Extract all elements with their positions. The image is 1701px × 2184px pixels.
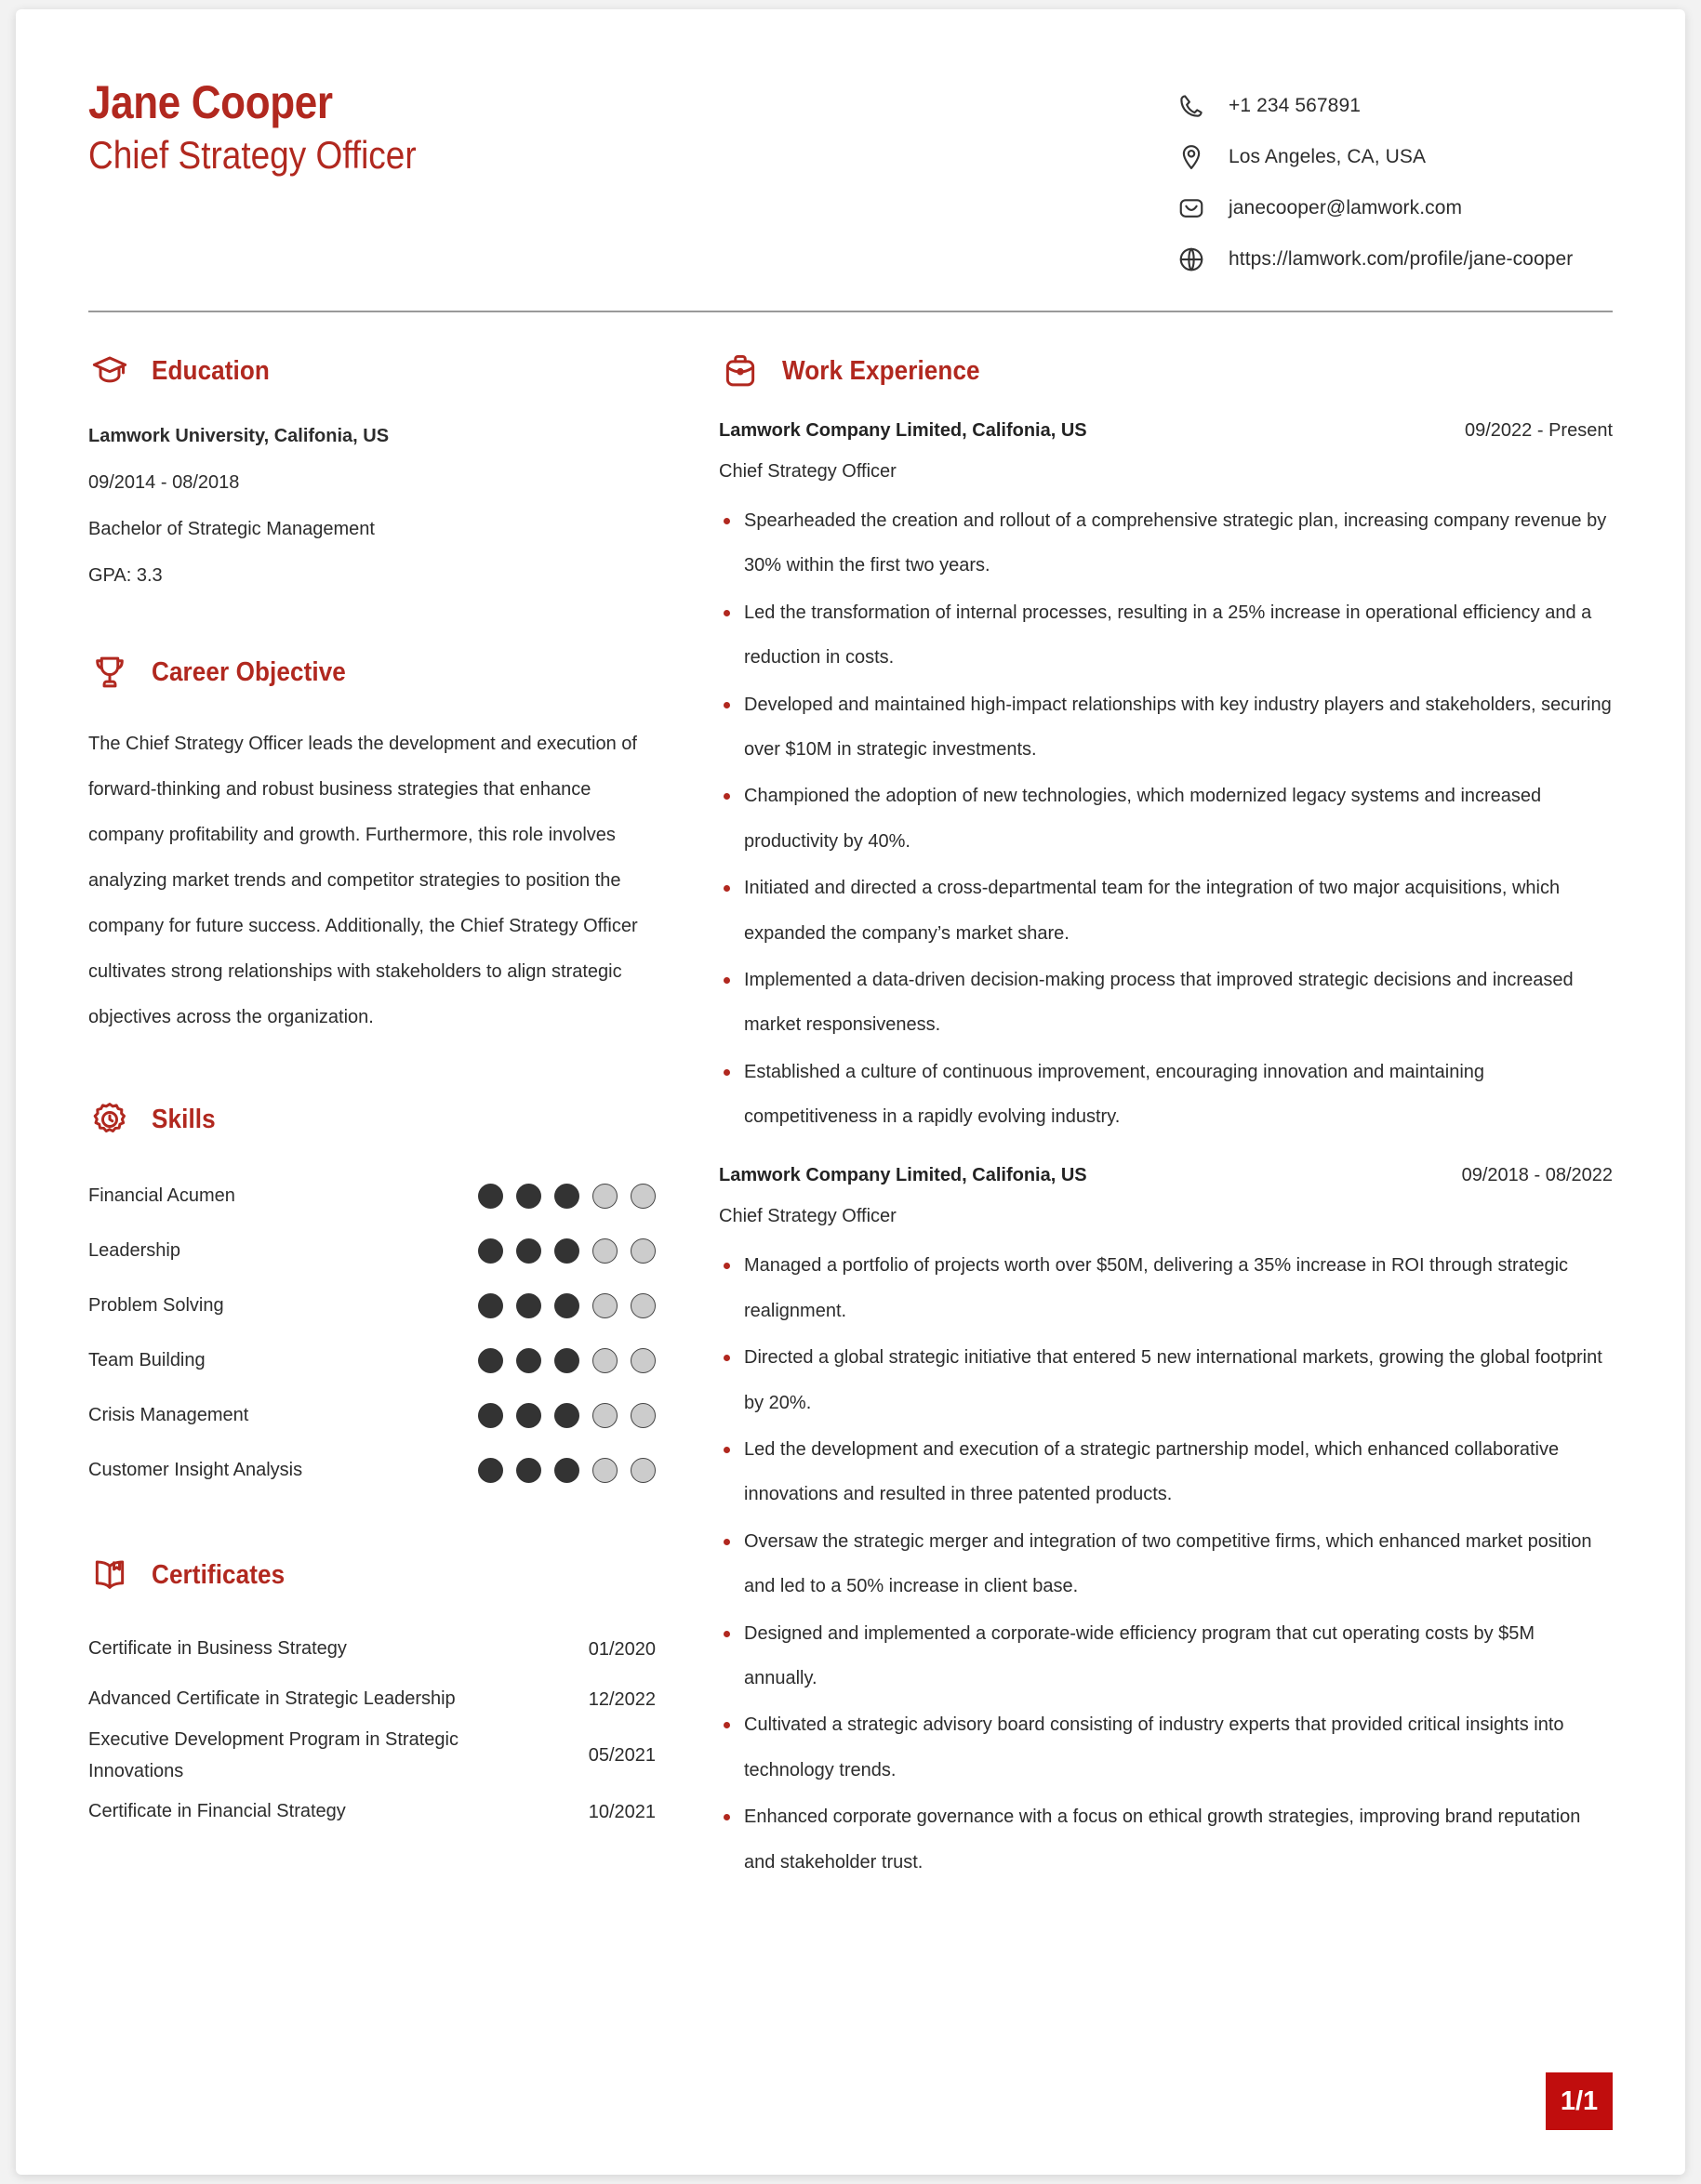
career-objective-header <box>88 651 656 694</box>
section-work-experience <box>719 350 1613 1885</box>
skill-row <box>88 1443 656 1498</box>
rating-dot <box>478 1238 503 1264</box>
location-icon <box>1176 141 1207 173</box>
section-certificates <box>88 1554 656 1837</box>
certificate-row <box>88 1674 656 1725</box>
skills-title: Skills <box>152 1104 216 1134</box>
skill-name: Financial Acumen <box>88 1185 235 1206</box>
certificate-date: 12/2022 <box>588 1688 656 1710</box>
rating-dot <box>631 1184 656 1209</box>
job-role: Chief Strategy Officer <box>719 1206 897 1227</box>
education-title: Education <box>152 355 270 386</box>
job-bullet: Implemented a data-driven decision-making process that improved strategic decisions and increased market responsiveness. <box>719 958 1613 1048</box>
rating-dot <box>516 1458 541 1483</box>
rating-dot <box>554 1348 579 1373</box>
skill-rating <box>478 1293 656 1318</box>
job-header <box>719 420 1613 442</box>
education-dates: 09/2014 - 08/2018 <box>88 472 240 493</box>
contact-email-value: janecooper@lamwork.com <box>1229 196 1463 218</box>
open-book-icon <box>88 1554 131 1596</box>
rating-dot <box>592 1238 618 1264</box>
section-education <box>88 350 656 591</box>
certificate-date: 05/2021 <box>588 1745 656 1767</box>
rating-dot <box>554 1238 579 1264</box>
contact-website[interactable] <box>1176 233 1613 285</box>
job-bullet: Oversaw the strategic merger and integration of two competitive firms, which enhanced market position and led to a 50% increase in client base. <box>719 1519 1613 1609</box>
rating-dot <box>516 1293 541 1318</box>
header-job-title: Chief Strategy Officer <box>88 133 417 177</box>
rating-dot <box>631 1293 656 1318</box>
briefcase-icon <box>719 350 762 392</box>
certificates-title: Certificates <box>152 1559 286 1590</box>
rating-dot <box>631 1403 656 1428</box>
rating-dot <box>592 1348 618 1373</box>
left-column <box>88 350 693 1898</box>
certificate-name: Advanced Certificate in Strategic Leadership <box>88 1688 456 1710</box>
rating-dot <box>592 1403 618 1428</box>
career-objective-text: The Chief Strategy Officer leads the development and execution of forward-thinking and robust business strategies that enhance company profitability and growth. Furthermore, this role involves analyzing market trends and competitor strategies to position the company for future success. Additionally, the Chief Strategy Officer cultivates strong relationships with stakeholders to align strategic objectives across the organization. <box>88 734 638 1027</box>
education-degree: Bachelor of Strategic Management <box>88 519 375 539</box>
skill-rating <box>478 1348 656 1373</box>
right-column <box>693 350 1613 1898</box>
rating-dot <box>516 1403 541 1428</box>
contact-location[interactable] <box>1176 131 1613 182</box>
job-bullet: Enhanced corporate governance with a focus on ethical growth strategies, improving brand reputation and stakeholder trust. <box>719 1794 1613 1885</box>
skill-row <box>88 1169 656 1224</box>
skills-header <box>88 1098 656 1141</box>
resume-page <box>16 9 1685 2175</box>
job-company: Lamwork Company Limited, Califonia, US <box>719 1165 1087 1186</box>
job-bullet: Led the transformation of internal processes, resulting in a 25% increase in operational efficiency and a reduction in costs. <box>719 590 1613 681</box>
job-bullet: Initiated and directed a cross-departmental team for the integration of two major acquisitions, which expanded the company’s market share. <box>719 866 1613 956</box>
rating-dot <box>554 1184 579 1209</box>
certificates-header <box>88 1554 656 1596</box>
skill-rating <box>478 1403 656 1428</box>
certificate-name: Certificate in Business Strategy <box>88 1638 347 1660</box>
skill-row <box>88 1224 656 1278</box>
section-career-objective <box>88 651 656 1040</box>
rating-dot <box>554 1403 579 1428</box>
certificate-name: Certificate in Financial Strategy <box>88 1801 346 1822</box>
certificate-row <box>88 1624 656 1674</box>
page-indicator-badge: 1/1 <box>1546 2072 1613 2130</box>
email-icon <box>1176 192 1207 224</box>
rating-dot <box>631 1458 656 1483</box>
job-entry <box>719 420 1613 1139</box>
job-bullet: Established a culture of continuous improvement, encouraging innovation and maintaining competitiveness in a rapidly evolving industry. <box>719 1050 1613 1140</box>
job-bullets <box>719 1243 1613 1884</box>
job-header <box>719 1165 1613 1186</box>
skill-rating <box>478 1458 656 1483</box>
job-bullet: Designed and implemented a corporate-wide efficiency program that cut operating costs by $5M annually. <box>719 1611 1613 1701</box>
gear-clock-icon <box>88 1098 131 1141</box>
resume-header <box>88 63 1613 285</box>
rating-dot <box>631 1348 656 1373</box>
job-entry <box>719 1165 1613 1884</box>
rating-dot <box>478 1184 503 1209</box>
graduation-cap-icon <box>88 350 131 392</box>
page-title: Jane Cooper <box>88 76 333 128</box>
resume-body <box>88 350 1613 1898</box>
skill-row <box>88 1333 656 1388</box>
skill-name: Problem Solving <box>88 1295 224 1316</box>
education-header <box>88 350 656 392</box>
certificates-list <box>88 1624 656 1837</box>
header-divider <box>88 311 1613 312</box>
education-gpa: GPA: 3.3 <box>88 565 163 586</box>
job-bullet: Developed and maintained high-impact relationships with key industry players and stakeholders, securing over $10M in strategic investments. <box>719 682 1613 773</box>
rating-dot <box>478 1403 503 1428</box>
work-experience-title: Work Experience <box>782 355 980 386</box>
rating-dot <box>554 1293 579 1318</box>
certificate-row <box>88 1787 656 1837</box>
section-skills <box>88 1098 656 1498</box>
education-school: Lamwork University, Califonia, US <box>88 426 390 446</box>
job-bullet: Managed a portfolio of projects worth over $50M, delivering a 35% increase in ROI through strategic realignment. <box>719 1243 1613 1333</box>
job-company: Lamwork Company Limited, Califonia, US <box>719 420 1087 441</box>
certificate-row <box>88 1725 656 1787</box>
job-bullet: Led the development and execution of a strategic partnership model, which enhanced collaborative innovations and resulted in three patented products. <box>719 1427 1613 1517</box>
contact-website-value: https://lamwork.com/profile/jane-cooper <box>1229 247 1574 270</box>
trophy-icon <box>88 651 131 694</box>
skill-name: Team Building <box>88 1350 206 1370</box>
contact-location-value: Los Angeles, CA, USA <box>1229 145 1427 167</box>
contact-phone[interactable] <box>1176 80 1613 131</box>
work-experience-header <box>719 350 1613 392</box>
skill-name: Crisis Management <box>88 1405 249 1425</box>
rating-dot <box>516 1348 541 1373</box>
job-bullets <box>719 498 1613 1139</box>
contact-list <box>1176 63 1613 285</box>
rating-dot <box>478 1458 503 1483</box>
skill-rating <box>478 1184 656 1209</box>
skill-name: Leadership <box>88 1240 180 1261</box>
rating-dot <box>554 1458 579 1483</box>
skill-row <box>88 1388 656 1443</box>
globe-icon <box>1176 244 1207 275</box>
job-bullet: Championed the adoption of new technologies, which modernized legacy systems and increased productivity by 40%. <box>719 774 1613 864</box>
phone-icon <box>1176 90 1207 122</box>
rating-dot <box>478 1348 503 1373</box>
rating-dot <box>631 1238 656 1264</box>
job-bullet: Directed a global strategic initiative that entered 5 new international markets, growing the global footprint by 20%. <box>719 1335 1613 1425</box>
certificate-name: Executive Development Program in Strategic Innovations <box>88 1729 458 1781</box>
certificate-date: 01/2020 <box>588 1638 656 1660</box>
skills-list <box>88 1169 656 1498</box>
skill-name: Customer Insight Analysis <box>88 1460 303 1480</box>
rating-dot <box>516 1184 541 1209</box>
contact-email[interactable] <box>1176 182 1613 233</box>
job-dates: 09/2022 - Present <box>1465 420 1613 441</box>
skill-rating <box>478 1238 656 1264</box>
job-role: Chief Strategy Officer <box>719 461 897 482</box>
contact-phone-value: +1 234 567891 <box>1229 94 1362 116</box>
rating-dot <box>592 1184 618 1209</box>
rating-dot <box>478 1293 503 1318</box>
identity-block <box>88 63 461 179</box>
job-bullet: Cultivated a strategic advisory board consisting of industry experts that provided critical insights into technology trends. <box>719 1702 1613 1793</box>
certificate-date: 10/2021 <box>588 1801 656 1822</box>
career-objective-title: Career Objective <box>152 656 346 687</box>
rating-dot <box>592 1458 618 1483</box>
job-dates: 09/2018 - 08/2022 <box>1461 1165 1613 1186</box>
skill-row <box>88 1278 656 1333</box>
rating-dot <box>592 1293 618 1318</box>
job-bullet: Spearheaded the creation and rollout of a comprehensive strategic plan, increasing company revenue by 30% within the first two years. <box>719 498 1613 589</box>
rating-dot <box>516 1238 541 1264</box>
